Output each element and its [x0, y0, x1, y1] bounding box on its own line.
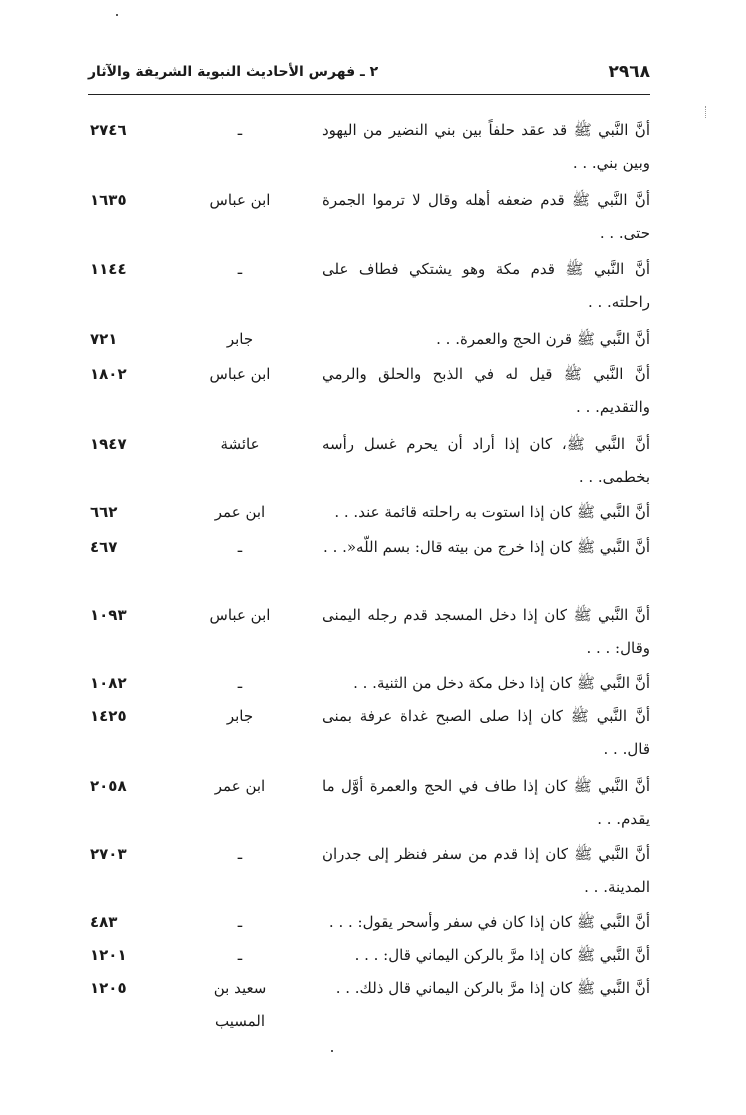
hadith-number: ١٠٩٣ — [90, 606, 127, 624]
running-title: ٢ ـ فهرس الأحاديث النبوية الشريفة والآثار — [88, 64, 379, 80]
list-item — [0, 770, 746, 838]
hadith-number: ١٤٢٥ — [90, 707, 127, 725]
list-item — [0, 972, 746, 1030]
hadith-text: أنَّ النَّبي ﷺ كان إذا كان في سفر وأسحر يقول: . . . — [328, 913, 650, 931]
narrator: ـ — [237, 538, 243, 556]
hadith-text: أنَّ النَّبي ﷺ قرن الحج والعمرة. . . — [436, 330, 650, 348]
narrator: ـ — [237, 845, 243, 863]
hadith-number: ١٦٣٥ — [90, 191, 127, 209]
list-item — [0, 599, 746, 667]
list-item — [0, 496, 746, 531]
narrator: ـ — [237, 260, 243, 278]
hadith-number: ٤٨٣ — [90, 913, 118, 931]
hadith-text: أنَّ النَّبي ﷺ كان إذا دخل المسجد قدم رجله اليمنى وقال: . . . — [322, 606, 650, 657]
narrator: جابر — [226, 330, 254, 348]
narrator: ابن عمر — [214, 503, 266, 521]
hadith-text: أنَّ النَّبي ﷺ كان إذا صلى الصبح غداة عرفة بمنى قال. . . — [322, 707, 650, 758]
narrator: ـ — [237, 121, 243, 139]
hadith-text: أنَّ النَّبي ﷺ قدم ضعفه أهله وقال لا ترموا الجمرة حتى. . . — [322, 191, 650, 242]
list-item — [0, 253, 746, 323]
hadith-number: ٤٦٧ — [90, 538, 118, 556]
list-item — [0, 184, 746, 253]
page-header — [88, 56, 650, 94]
list-item — [0, 358, 746, 428]
hadith-text: أنَّ النَّبي ﷺ كان إذا استوت به راحلته قائمة عند. . . — [334, 503, 650, 521]
hadith-number: ١٨٠٢ — [90, 365, 127, 383]
hadith-number: ١٠٨٢ — [90, 674, 127, 692]
hadith-text: أنَّ النَّبي ﷺ قد عقد حلفاً بين بني النضير من اليهود وبين بني. . . — [322, 121, 650, 172]
narrator: ـ — [237, 913, 243, 931]
list-item — [0, 667, 746, 700]
list-item — [0, 323, 746, 358]
hadith-text: أنَّ النَّبي ﷺ كان إذا دخل مكة دخل من الثنية. . . — [353, 674, 650, 692]
scan-speck — [116, 14, 118, 16]
hadith-number: ٦٦٢ — [90, 503, 118, 521]
narrator: جابر — [226, 707, 254, 725]
list-item — [0, 906, 746, 939]
hadith-text: أنَّ النَّبي ﷺ كان إذا طاف في الحج والعمرة أوَّل ما يقدم. . . — [322, 777, 650, 828]
hadith-number: ٢٧٤٦ — [90, 121, 127, 139]
list-item — [0, 700, 746, 770]
hadith-text: أنَّ النَّبي ﷺ كان إذا مرَّ بالركن اليماني قال: . . . — [354, 946, 650, 964]
header-rule — [88, 94, 650, 95]
narrator: سعيد بن المسيب — [213, 979, 267, 1030]
hadith-number: ١١٤٤ — [90, 260, 127, 278]
narrator: ابن عباس — [209, 191, 271, 209]
list-item — [0, 428, 746, 496]
list-item — [0, 939, 746, 972]
hadith-text: أنَّ النَّبي ﷺ كان إذا مرَّ بالركن اليماني قال ذلك. . . — [335, 979, 650, 997]
narrator: ابن عمر — [214, 777, 266, 795]
list-item — [0, 838, 746, 906]
hadith-text: أنَّ النَّبي ﷺ كان إذا خرج من بيته قال: بسم اللّه«. . . — [323, 538, 650, 556]
hadith-number: ١٢٠٥ — [90, 979, 127, 997]
narrator: ـ — [237, 674, 243, 692]
list-item — [0, 114, 746, 184]
hadith-index-list — [0, 114, 746, 1030]
hadith-number: ٢٧٠٣ — [90, 845, 127, 863]
page-number: ٢٩٦٨ — [608, 62, 650, 82]
narrator: ابن عباس — [209, 365, 271, 383]
narrator: عائشة — [220, 435, 260, 453]
hadith-text: أنَّ النَّبي ﷺ قيل له في الذبح والحلق والرمي والتقديم. . . — [322, 365, 650, 416]
hadith-text: أنَّ النَّبي ﷺ قدم مكة وهو يشتكي فطاف على راحلته. . . — [322, 260, 650, 311]
hadith-text: أنَّ النَّبي ﷺ كان إذا قدم من سفر فنظر إلى جدران المدينة. . . — [322, 845, 650, 896]
narrator: ابن عباس — [209, 606, 271, 624]
list-item — [0, 531, 746, 599]
hadith-number: ٢٠٥٨ — [90, 777, 127, 795]
narrator: ـ — [237, 946, 243, 964]
hadith-text: أنَّ النَّبي ﷺ، كان إذا أراد أن يحرم غسل رأسه بخطمى. . . — [322, 435, 650, 486]
hadith-number: ٧٢١ — [90, 330, 118, 348]
scan-speck — [331, 1050, 333, 1052]
hadith-number: ١٩٤٧ — [90, 435, 127, 453]
hadith-number: ١٢٠١ — [90, 946, 127, 964]
